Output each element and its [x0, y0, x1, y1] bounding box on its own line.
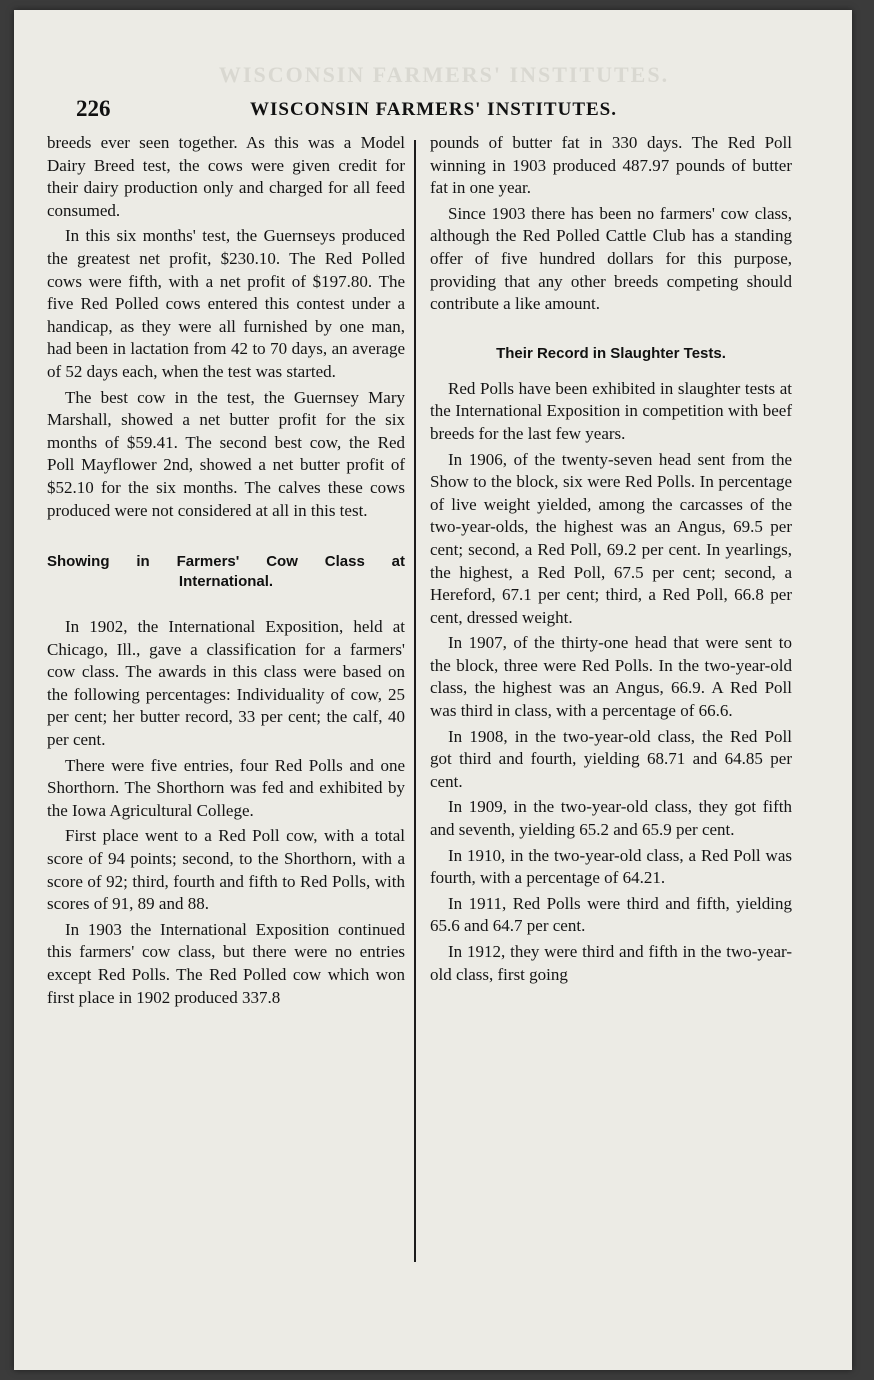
paragraph: In 1909, in the two-year-old class, they got fifth and seventh, yielding 65.2 and 65.9 per cent. — [430, 797, 792, 840]
paragraph: In 1911, Red Polls were third and fifth, yielding 65.6 and 64.7 per cent. — [430, 893, 792, 936]
show-through-text: WISCONSIN FARMERS' INSTITUTES. — [218, 62, 670, 87]
paragraph: breeds ever seen together. As this was a Model Dairy Breed test, the cows were given credit for their dairy production only and charged for all feed consumed. — [47, 133, 405, 220]
section-heading-line: International. — [178, 573, 274, 591]
paragraph: There were five entries, four Red Polls and one Shorthorn. The Shorthorn was fed and exhibited by the Iowa Agricultural College. — [47, 755, 405, 820]
right-column — [430, 132, 792, 986]
paragraph: pounds of butter fat in 330 days. The Red Poll winning in 1903 produced 487.97 pounds of butter fat in one year. — [430, 133, 792, 198]
paragraph: First place went to a Red Poll cow, with a total score of 94 points; second, to the Shorthorn, with a score of 92; third, fourth and fifth to Red Polls, with scores of 91, 89 and 88. — [47, 826, 405, 914]
page-number: 226 — [76, 96, 111, 121]
section-heading: Their Record in Slaughter Tests. — [496, 344, 726, 362]
paragraph: Since 1903 there has been no farmers' cow class, although the Red Polled Cattle Club has a standing offer of five hundred dollars for this purpose, providing that any other breeds competing should contribute a like amount. — [430, 203, 792, 314]
paragraph: In 1912, they were third and fifth in the two-year-old class, first going — [430, 942, 792, 984]
paragraph: In 1910, in the two-year-old class, a Red Poll was fourth, with a percentage of 64.21. — [430, 845, 792, 888]
column-divider — [414, 140, 416, 1262]
section-heading-line: Showing in Farmers' Cow Class at — [47, 553, 405, 571]
paragraph: In 1906, of the twenty-seven head sent from the Show to the block, six were Red Polls. In percentage of live weight yielded, among the carcasses of the two-year-olds, the highest was an Angus, 69.5 per cent; second, a Red Poll, 69.2 per cent. In yearlings, the highest, a Red Poll, 67.5 per cent; second, a Hereford, 67.1 per cent; third, a Red Poll, 66.8 per cent, dressed weight. — [430, 449, 792, 627]
paragraph: In this six months' test, the Guernseys produced the greatest net profit, $230.10. The Red Polled cows were fifth, with a net profit of $197.80. The five Red Polled cows entered this contest under a handicap, as they were all furnished by one man, had been in lactation from 42 to 70 days, an average of 52 days each, when the test was started. — [47, 226, 405, 381]
paragraph: The best cow in the test, the Guernsey Mary Marshall, showed a net butter profit for the six months of $59.41. The second best cow, the Red Poll Mayflower 2nd, showed a net butter profit of $52.10 for the six months. The calves these cows produced were not considered at all in this test. — [47, 387, 405, 520]
paragraph: Red Polls have been exhibited in slaughter tests at the International Exposition in competition with beef breeds for the last few years. — [430, 378, 792, 443]
left-column — [47, 132, 405, 1009]
paragraph: In 1907, of the thirty-one head that were sent to the block, three were Red Polls. In the two-year-old class, the highest was an Angus, 66.9. A Red Poll was third in class, with a percentage of 66.6. — [430, 633, 792, 721]
paragraph: In 1903 the International Exposition continued this farmers' cow class, but there were no entries except Red Polls. The Red Polled cow which won first place in 1902 produced 337.8 — [47, 919, 405, 1007]
paragraph: In 1908, in the two-year-old class, the Red Poll got third and fourth, yielding 68.71 and 64.85 per cent. — [430, 726, 792, 791]
paragraph: In 1902, the International Exposition, held at Chicago, Ill., gave a classification for a farmers' cow class. The awards in this class were based on the following percentages: Individuality of cow, 25 per cent; her butter record, 33 per cent; the calf, 40 per cent. — [47, 617, 405, 750]
running-head: WISCONSIN FARMERS' INSTITUTES. — [250, 99, 617, 120]
